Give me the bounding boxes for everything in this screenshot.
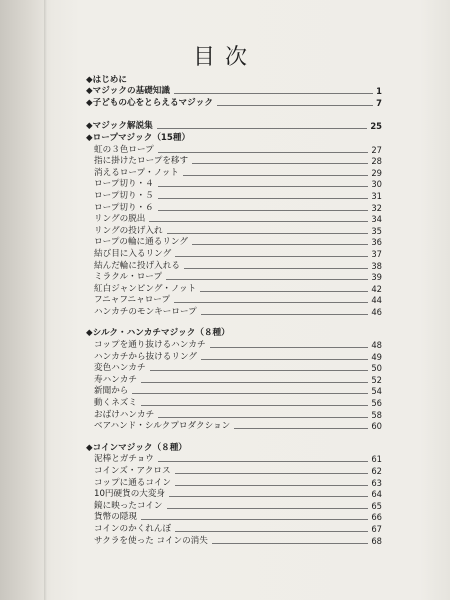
toc-entry-label: ◆マジック解説集	[86, 121, 153, 132]
toc-page-number: 27	[371, 144, 382, 155]
toc-entry-label: フニャフニャロープ	[94, 295, 171, 306]
toc-entry-label: リングの投げ入れ	[94, 225, 163, 236]
toc-page-number: 50	[371, 363, 382, 374]
toc-entry-label: ロープ切り・６	[94, 202, 154, 213]
toc-page-number: 54	[371, 386, 382, 397]
toc-page-number: 25	[370, 121, 382, 132]
dot-leader	[174, 302, 368, 303]
dot-leader	[175, 473, 369, 474]
dot-leader	[175, 256, 368, 257]
toc-heading-row	[86, 132, 382, 144]
toc-page-number: 38	[371, 260, 382, 271]
toc-page-number: 7	[376, 97, 382, 108]
dot-leader	[210, 347, 369, 348]
toc-entry-row	[86, 260, 382, 272]
toc-entry-row	[86, 144, 382, 156]
toc-heading-row	[86, 121, 382, 133]
toc-page-number: 60	[371, 421, 382, 432]
dot-leader	[158, 198, 369, 199]
dot-leader	[166, 279, 368, 280]
toc-heading-row	[86, 97, 382, 109]
dot-leader	[201, 314, 369, 315]
toc-page-number: 35	[371, 225, 382, 236]
toc-page-number: 29	[371, 167, 382, 178]
dot-leader	[141, 382, 368, 383]
toc-entry-label: コップを通り抜けるハンカチ	[94, 340, 206, 351]
toc-entry-row	[86, 386, 382, 398]
toc-page-number: 58	[371, 409, 382, 420]
dot-leader	[167, 508, 369, 509]
toc-entry-row	[86, 500, 382, 512]
toc-entry-row	[86, 523, 382, 535]
dot-leader	[149, 221, 368, 222]
toc-entry-label: 貨幣の隠現	[94, 512, 137, 523]
toc-entry-label: ロープ切り・４	[94, 179, 154, 190]
toc-entry-row	[86, 351, 382, 363]
dot-leader	[150, 370, 369, 371]
toc-entry-row	[86, 477, 382, 489]
toc-page-number: 68	[371, 535, 382, 546]
toc-entry-row	[86, 179, 382, 191]
toc-entry-row	[86, 295, 382, 307]
dot-leader	[157, 128, 368, 129]
toc-entry-label: 寿ハンカチ	[94, 374, 137, 385]
toc-heading-row	[86, 442, 382, 454]
toc-page-number: 32	[371, 202, 382, 213]
toc-page-number: 46	[371, 306, 382, 317]
toc-entry-label: 新聞から	[94, 386, 129, 397]
dot-leader	[158, 461, 368, 462]
dot-leader	[158, 186, 369, 187]
toc-entry-label: ◆はじめに	[86, 74, 127, 85]
dot-leader	[132, 393, 368, 394]
toc-entry-row	[86, 306, 382, 318]
toc-entry-label: 結び目に入るリング	[94, 248, 172, 259]
toc-entry-label: ◆子どもの心をとらえるマジック	[86, 97, 213, 108]
toc-page-number: 67	[371, 523, 382, 534]
toc-page-number: 65	[371, 500, 382, 511]
toc-heading-row	[86, 74, 382, 86]
toc-entry-row	[86, 237, 382, 249]
dot-leader	[184, 268, 368, 269]
dot-leader	[158, 210, 369, 211]
toc-heading-row	[86, 328, 382, 340]
toc-entry-label: コインズ・アクロス	[94, 466, 171, 476]
toc-entry-label: コインのかくれんぼ	[94, 523, 172, 534]
toc-page-number: 49	[371, 351, 382, 362]
toc-entry-label: ミラクル・ロープ	[94, 272, 163, 283]
dot-leader	[234, 428, 368, 429]
table-of-contents	[86, 74, 382, 547]
toc-entry-row	[86, 363, 382, 375]
toc-page-number: 64	[371, 489, 382, 500]
toc-page-number: 39	[371, 272, 382, 283]
dot-leader	[141, 405, 368, 406]
toc-entry-label: 10円硬貨の大変身	[94, 489, 166, 500]
toc-entry-label: 紅白ジャンピング・ノット	[94, 283, 197, 294]
toc-entry-row	[86, 190, 382, 202]
toc-entry-label: ベアハンド・シルクプロダクション	[94, 421, 231, 432]
section-spacer	[86, 318, 382, 328]
toc-entry-row	[86, 339, 382, 351]
toc-entry-row	[86, 272, 382, 284]
toc-entry-label: リングの脱出	[94, 214, 146, 225]
page-title: 目次	[192, 45, 257, 70]
toc-page-number: 42	[371, 283, 382, 294]
dot-leader	[174, 93, 373, 94]
toc-entry-label: ロープ切り・５	[94, 190, 154, 201]
toc-entry-row	[86, 421, 382, 433]
section-spacer	[86, 109, 382, 121]
dot-leader	[169, 496, 368, 497]
toc-page-number: 34	[371, 214, 382, 225]
book-gutter-shadow	[44, 0, 47, 600]
toc-entry-row	[86, 167, 382, 179]
toc-page-number: 31	[371, 190, 382, 201]
toc-entry-label: ◆マジックの基礎知識	[86, 86, 170, 97]
toc-page-number: 63	[371, 477, 382, 488]
toc-entry-row	[86, 225, 382, 237]
toc-entry-label: 結んだ輪に投げ入れる	[94, 260, 180, 271]
toc-page-number: 44	[371, 295, 382, 306]
dot-leader	[175, 485, 368, 486]
toc-entry-label: おばけハンカチ	[94, 409, 155, 420]
toc-entry-row	[86, 454, 382, 466]
toc-page-number: 61	[371, 454, 382, 465]
toc-page-number: 62	[371, 466, 382, 476]
toc-entry-label: 指に掛けたロープを移す	[94, 156, 189, 167]
toc-entry-label: 動くネズミ	[94, 398, 137, 409]
toc-entry-label: 虹の３色ロープ	[94, 144, 154, 155]
toc-page-number: 36	[371, 237, 382, 248]
toc-page-number: 37	[371, 248, 382, 259]
toc-page-number: 48	[371, 340, 382, 351]
toc-page-number: 28	[371, 156, 382, 167]
toc-entry-label: サクラを使った コインの消失	[94, 535, 208, 546]
dot-leader	[200, 291, 368, 292]
toc-entry-label: 変色ハンカチ	[94, 363, 146, 374]
toc-entry-label: コップに通るコイン	[94, 477, 171, 488]
toc-page-number: 66	[371, 512, 382, 523]
toc-entry-label: ロープの輪に通るリング	[94, 237, 188, 248]
toc-entry-row	[86, 283, 382, 295]
toc-entry-row	[86, 512, 382, 524]
toc-entry-row	[86, 156, 382, 168]
toc-entry-label: 消えるロープ・ノット	[94, 167, 179, 178]
toc-entry-label: ハンカチのモンキーロープ	[94, 306, 197, 317]
dot-leader	[158, 417, 368, 418]
toc-entry-row	[86, 202, 382, 214]
dot-leader	[141, 519, 368, 520]
toc-entry-label: 泥棒とガチョウ	[94, 454, 154, 465]
toc-entry-row	[86, 465, 382, 477]
toc-page-number: 30	[371, 179, 382, 190]
dot-leader	[217, 105, 373, 106]
toc-entry-row	[86, 535, 382, 547]
toc-entry-row	[86, 409, 382, 421]
toc-page-number: 52	[371, 374, 382, 385]
toc-entry-row	[86, 489, 382, 501]
toc-entry-row	[86, 214, 382, 226]
toc-entry-label: ◆ロープマジック（15種）	[86, 132, 191, 143]
section-spacer	[86, 432, 382, 442]
dot-leader	[192, 244, 368, 245]
dot-leader	[158, 152, 369, 153]
toc-entry-row	[86, 397, 382, 409]
toc-page-number: 1	[376, 86, 382, 97]
toc-heading-row	[86, 86, 382, 98]
toc-entry-label: ハンカチから抜けるリング	[94, 351, 197, 362]
dot-leader	[175, 531, 368, 532]
dot-leader	[212, 543, 368, 544]
toc-entry-label: ◆コインマジック（８種）	[86, 442, 187, 453]
dot-leader	[183, 175, 368, 176]
toc-entry-row	[86, 374, 382, 386]
toc-entry-label: 鏡に映ったコイン	[94, 500, 163, 511]
dot-leader	[167, 233, 369, 234]
dot-leader	[192, 163, 368, 164]
toc-page-number: 56	[371, 398, 382, 409]
dot-leader	[201, 359, 368, 360]
toc-entry-row	[86, 248, 382, 260]
toc-entry-label: ◆シルク・ハンカチマジック（８種）	[86, 328, 230, 339]
